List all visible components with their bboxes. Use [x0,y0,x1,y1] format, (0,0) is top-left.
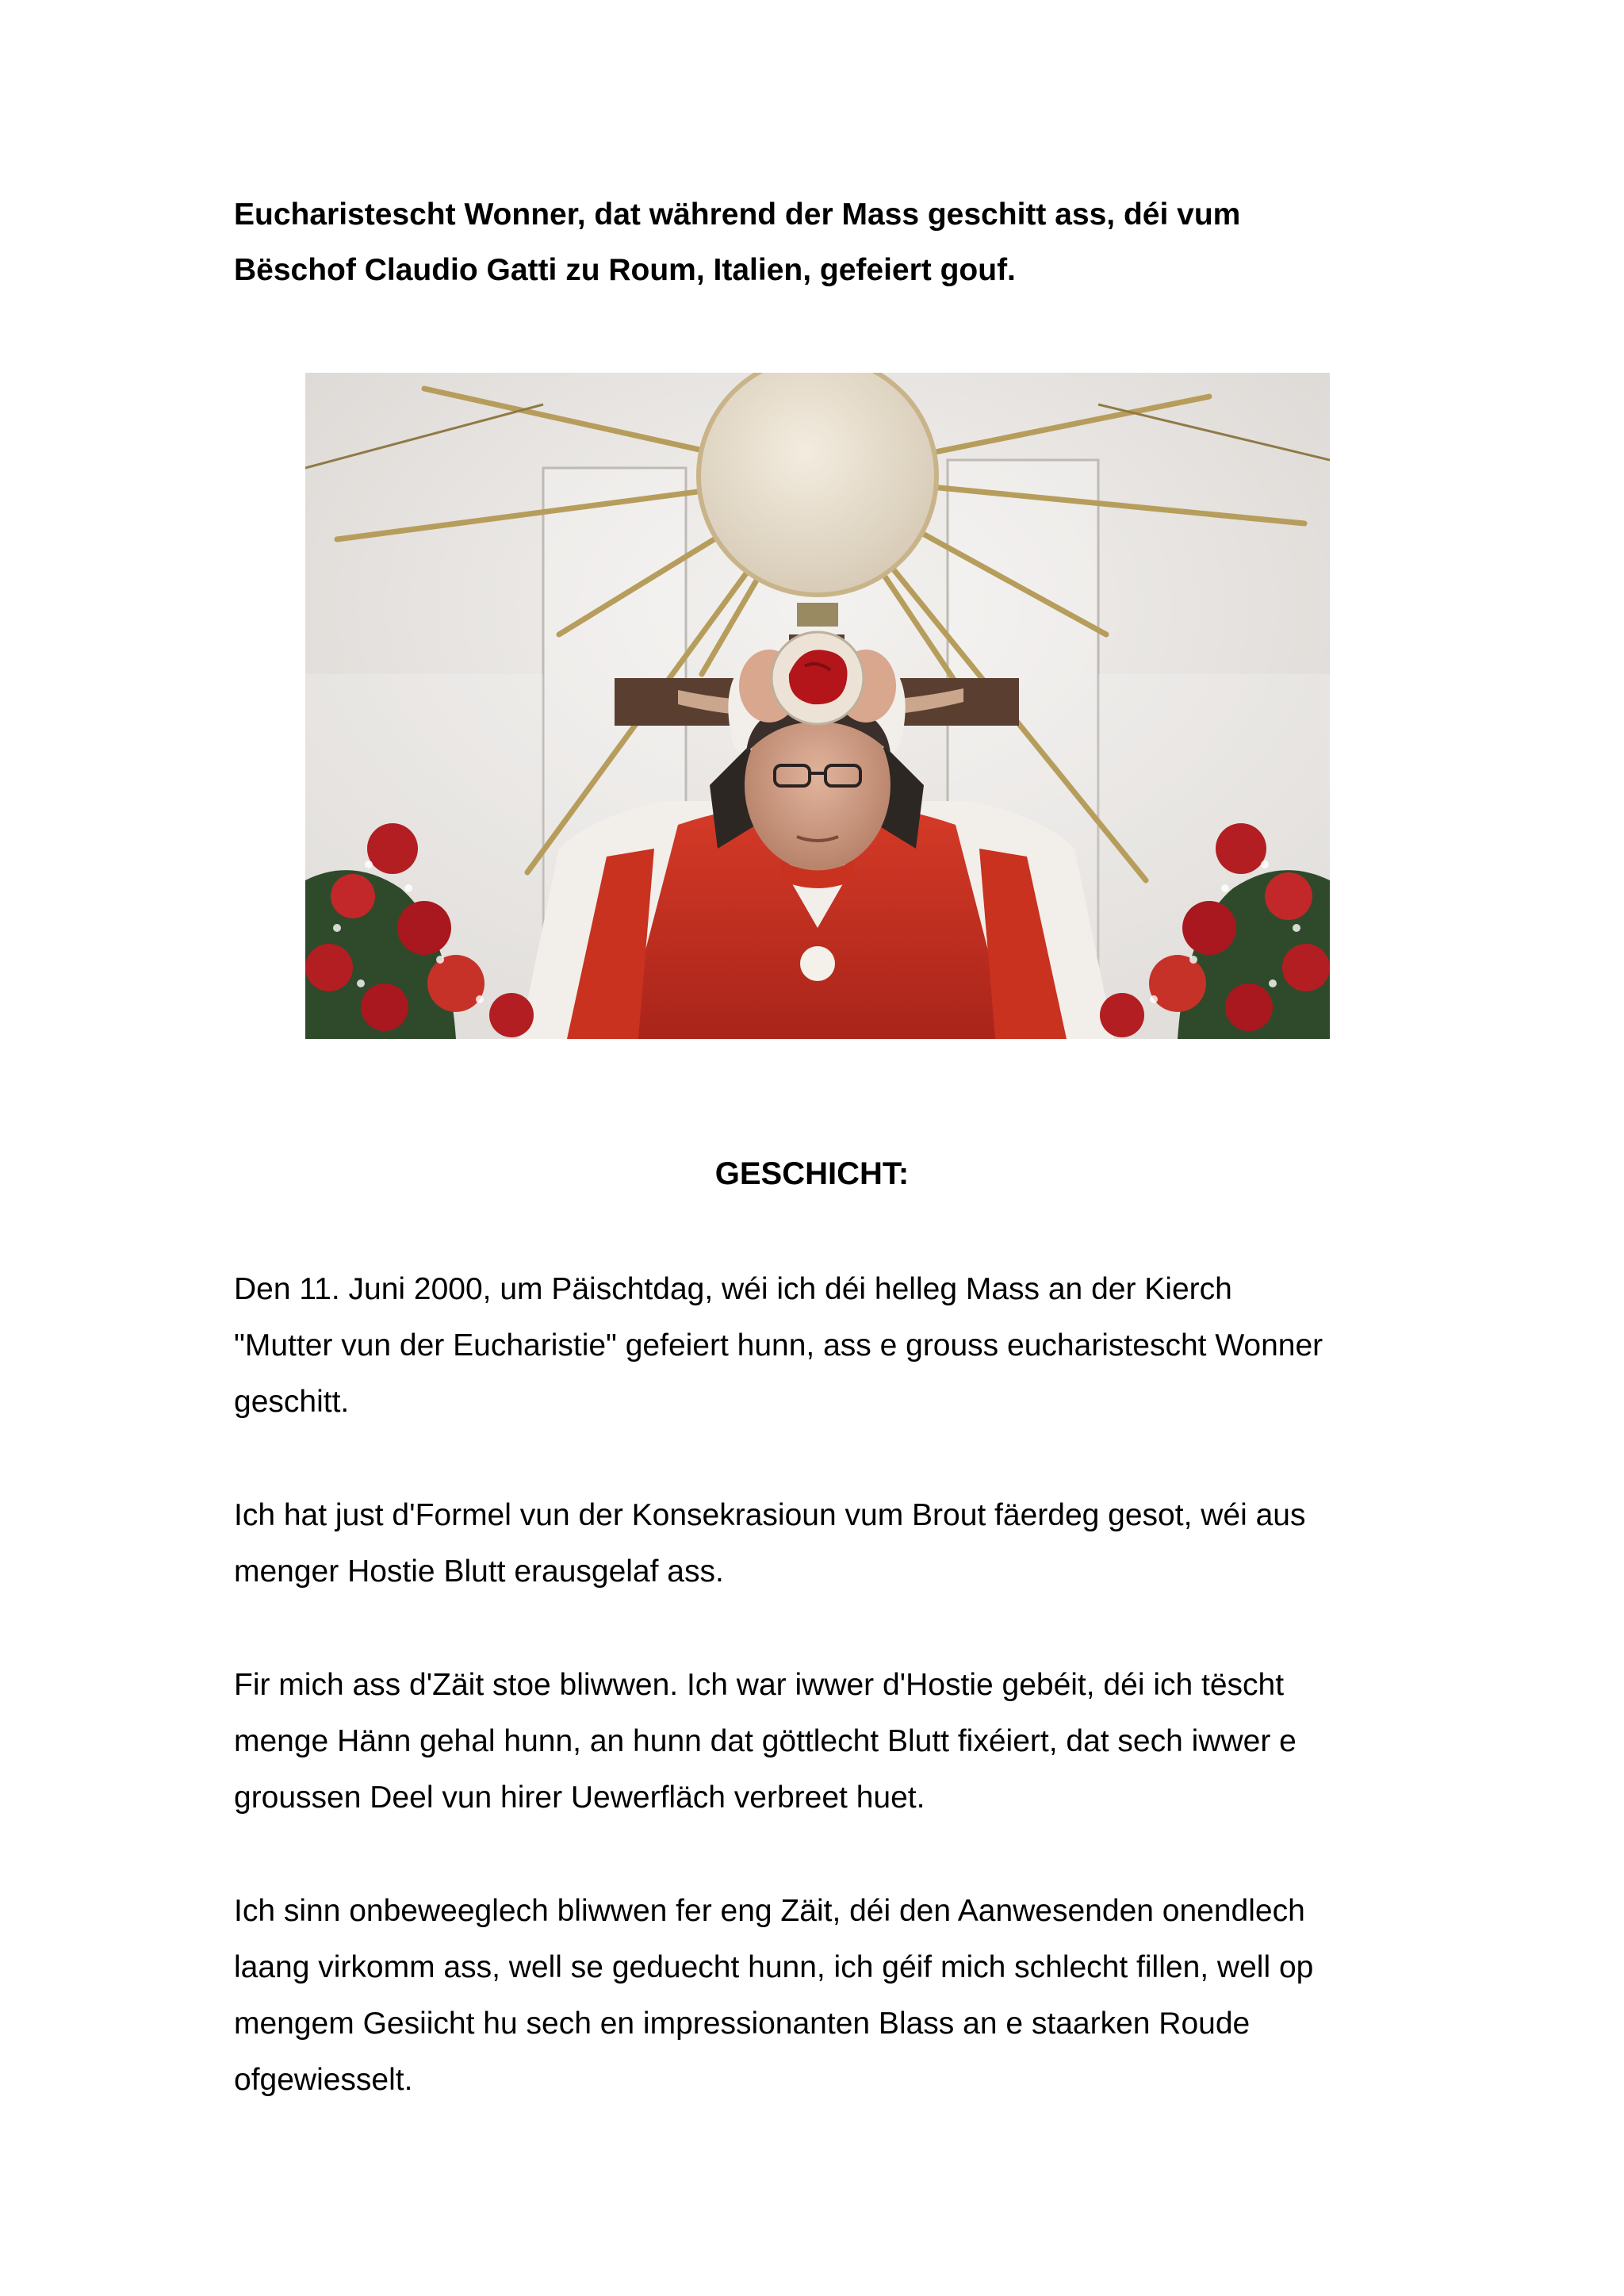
paragraph-line: menger Hostie Blutt erausgelaf ass. [234,1554,724,1589]
paragraph-line: geschitt. [234,1385,350,1419]
paragraph-line: mengem Gesiicht hu sech en impressionanten Blass an e staarken Roude [234,2007,1251,2041]
paragraph-line: menge Hänn gehal hunn, an hunn dat göttlecht Blutt fixéiert, dat sech iwwer e [234,1724,1297,1758]
photo-bishop-eucharistic-miracle [305,373,1330,1039]
paragraph-line: "Mutter vun der Eucharistie" gefeiert hunn, ass e grouss eucharistescht Wonner [234,1328,1323,1363]
paragraph-line: groussen Deel vun hirer Uewerfläch verbreet huet. [234,1780,925,1815]
intro-caption [234,187,1408,298]
intro-line-1: Eucharistescht Wonner, dat während der Mass geschitt ass, déi vum [234,197,1241,232]
intro-line-2: Bëschof Claudio Gatti zu Roum, Italien, gefeiert gouf. [234,253,1016,287]
paragraph-line: Ich sinn onbeweeglech bliwwen fer eng Zäit, déi den Aanwesenden onendlech [234,1894,1305,1928]
story-text [234,1261,1423,2165]
paragraph-line: Fir mich ass d'Zäit stoe bliwwen. Ich war iwwer d'Hostie gebéit, déi ich tëscht [234,1668,1285,1702]
photo-illustration [305,373,1330,1039]
paragraph-4 [234,1883,1423,2108]
bleeding-host [772,632,864,724]
monstrance-disc [699,373,936,595]
paragraph-line: Ich hat just d'Formel vun der Konsekrasioun vum Brout fäerdeg gesot, wéi aus [234,1498,1306,1532]
paragraph-3 [234,1657,1423,1826]
paragraph-line: Den 11. Juni 2000, um Päischtdag, wéi ich déi helleg Mass an der Kierch [234,1272,1232,1306]
paragraph-line: laang virkomm ass, well se geduecht hunn, ich géif mich schlecht fillen, well op [234,1950,1314,1984]
paragraph-2 [234,1487,1423,1600]
paragraph-1 [234,1261,1423,1430]
paragraph-line: ofgewiesselt. [234,2063,413,2097]
section-heading: GESCHICHT: [714,1156,910,1191]
